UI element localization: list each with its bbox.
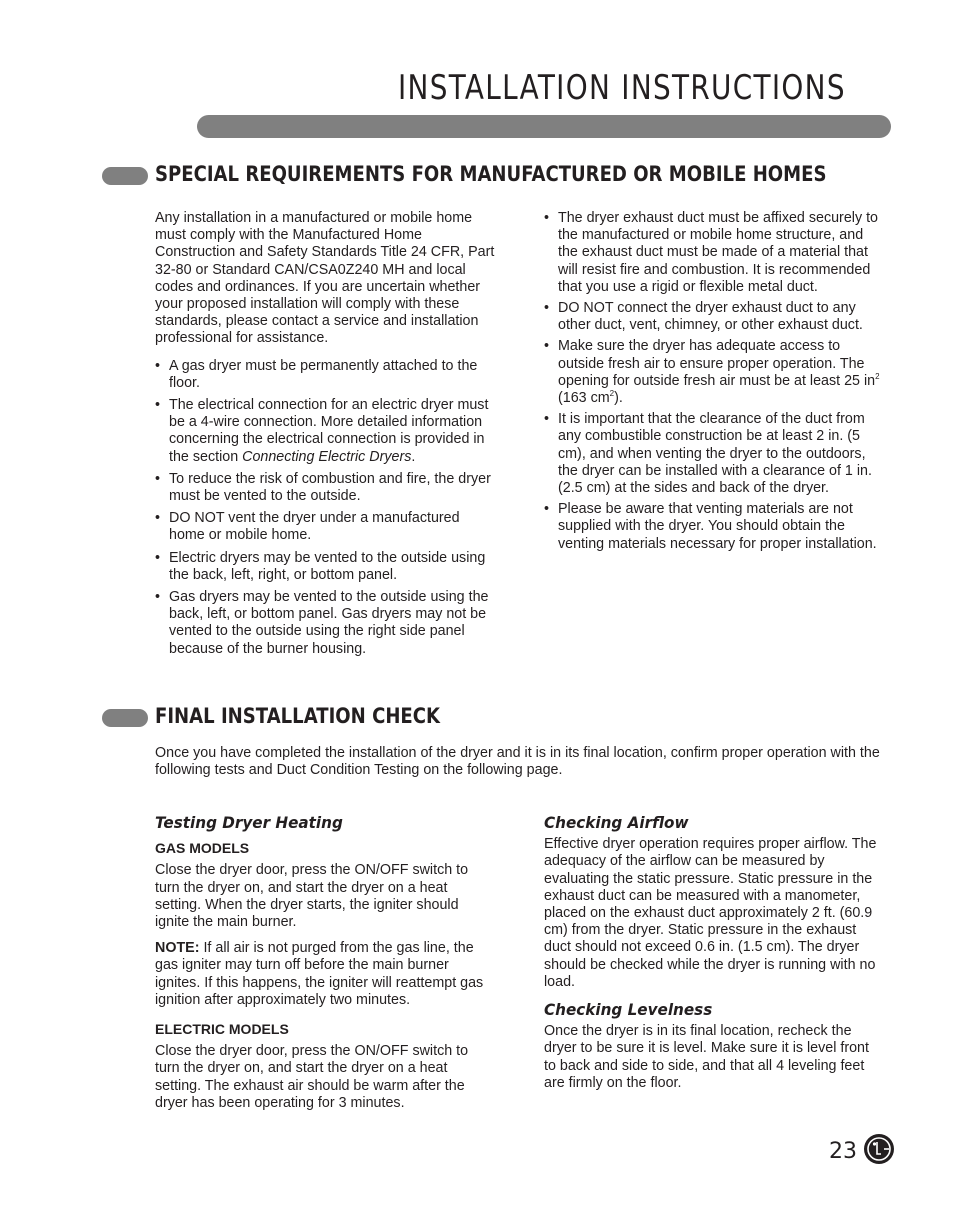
section-marker: [102, 167, 148, 185]
section-marker: [102, 709, 148, 727]
gas-models-text: Close the dryer door, press the ON/OFF switch to turn the dryer on, and start the dryer on a heat setting. When the dryer starts, the igniter should ignite the main burner.: [155, 862, 469, 931]
section1-intro: Any installation in a manufactured or mobile home must comply with the Manufactured Home Construction and Safety Standards Title 24 CFR, Part 32-80 or Standard CAN/CSA0Z240 MH and local codes and ordinances. If you are uncertain whether your proposed installation will comply with these standards, please contact a service and installation professional for assistance.: [155, 210, 495, 347]
list-item-end: .: [411, 448, 416, 465]
list-item-text: Make sure the dryer has adequate access to outside fresh air to ensure proper operation. The opening for outside fresh air must be at least 25 in: [558, 338, 876, 389]
list-item: • DO NOT vent the dryer under a manufactured home or mobile home.: [155, 510, 495, 544]
list-item: • Electric dryers may be vented to the outside using the back, left, right, or bottom panel.: [155, 550, 495, 584]
electric-models-heading: ELECTRIC MODELS: [155, 1021, 289, 1038]
levelness-title: Checking Levelness: [544, 1000, 713, 1020]
section2-intro: Once you have completed the installation of the dryer and it is in its final location, confirm proper operation with the following tests and Duct Condition Testing on the following page.: [155, 745, 880, 779]
list-item: • It is important that the clearance of the duct from any combustible construction be at least 2 in. (5 cm), and when venting the dryer to the outdoors, the dryer can be installed with a clearance of 1 in. (2.5 cm) at the sides and back of the dryer.: [544, 411, 882, 497]
page-number: 23: [829, 1139, 857, 1164]
section1-right-column: [544, 210, 882, 553]
section-reference: Connecting Electric Dryers: [242, 448, 412, 465]
list-item: [544, 338, 882, 407]
superscript: 2: [609, 389, 615, 399]
note-text: If all air is not purged from the gas line, the gas igniter may turn off before the main burner ignites. If this happens, the igniter will reattempt gas ignition after approximately two minutes.: [155, 940, 484, 1008]
section-heading-final-check: FINAL INSTALLATION CHECK: [155, 704, 441, 728]
airflow-title: Checking Airflow: [544, 813, 689, 832]
electric-models-text: Close the dryer door, press the ON/OFF switch to turn the dryer on, and start the dryer on a heat setting. The exhaust air should be warm after the dryer has been operating for 3 minutes.: [155, 1043, 469, 1111]
section-heading-special-requirements: SPECIAL REQUIREMENTS FOR MANUFACTURED OR MOBILE HOMES: [155, 162, 827, 186]
section1-left-list: [155, 358, 495, 658]
list-item-text: The electrical connection for an electric dryer must be a 4-wire connection. More detailed information concerning the electrical connection is provided in the section: [169, 397, 489, 465]
heating-title: Testing Dryer Heating: [155, 813, 343, 832]
superscript: 2: [875, 372, 880, 382]
title-bar: [197, 115, 891, 138]
note-label: NOTE:: [155, 940, 200, 957]
gas-models-heading: GAS MODELS: [155, 840, 250, 857]
heating-column: [155, 814, 495, 1112]
list-item-text: (163 cm: [558, 390, 610, 407]
airflow-column: [544, 814, 882, 1092]
section1-right-list: [544, 210, 882, 553]
section1-left-column: [155, 210, 495, 658]
airflow-text: Effective dryer operation requires proper airflow. The adequacy of the airflow can be measured by evaluating the static pressure. Static pressure in the exhaust duct can be measured with a manometer, placed on the exhaust duct approximately 2 ft. (60.9 cm) from the dryer. Static pressure in the exhaust duct should not exceed 0.6 in. (1.5 cm). The dryer should be checked while the dryer is running with no load.: [544, 836, 877, 990]
gas-note: [155, 940, 495, 1009]
list-item: • DO NOT connect the dryer exhaust duct to any other duct, vent, chimney, or other exhaust duct.: [544, 300, 882, 334]
list-item: • Please be aware that venting materials are not supplied with the dryer. You should obtain the venting materials necessary for proper installation.: [544, 501, 882, 553]
list-item: • A gas dryer must be permanently attached to the floor.: [155, 358, 495, 392]
lg-logo-icon: [863, 1133, 895, 1165]
page-title: INSTALLATION INSTRUCTIONS: [398, 68, 846, 108]
list-item: • The dryer exhaust duct must be affixed securely to the manufactured or mobile home structure, and the exhaust duct must be made of a material that will resist fire and combustion. It is recommended that you use a rigid or flexible metal duct.: [544, 210, 882, 296]
list-item: [155, 397, 495, 466]
list-item: • To reduce the risk of combustion and fire, the dryer must be vented to the outside.: [155, 471, 495, 505]
levelness-text: Once the dryer is in its final location, recheck the dryer to be sure it is level. Make sure it is level front to back and side to side, and that all 4 leveling feet are firmly on the floor.: [544, 1023, 869, 1091]
list-item: • Gas dryers may be vented to the outside using the back, left, or bottom panel. Gas dryers may not be vented to the outside using the right side panel because of the burner housing.: [155, 589, 495, 658]
list-item-end: ).: [614, 390, 623, 407]
